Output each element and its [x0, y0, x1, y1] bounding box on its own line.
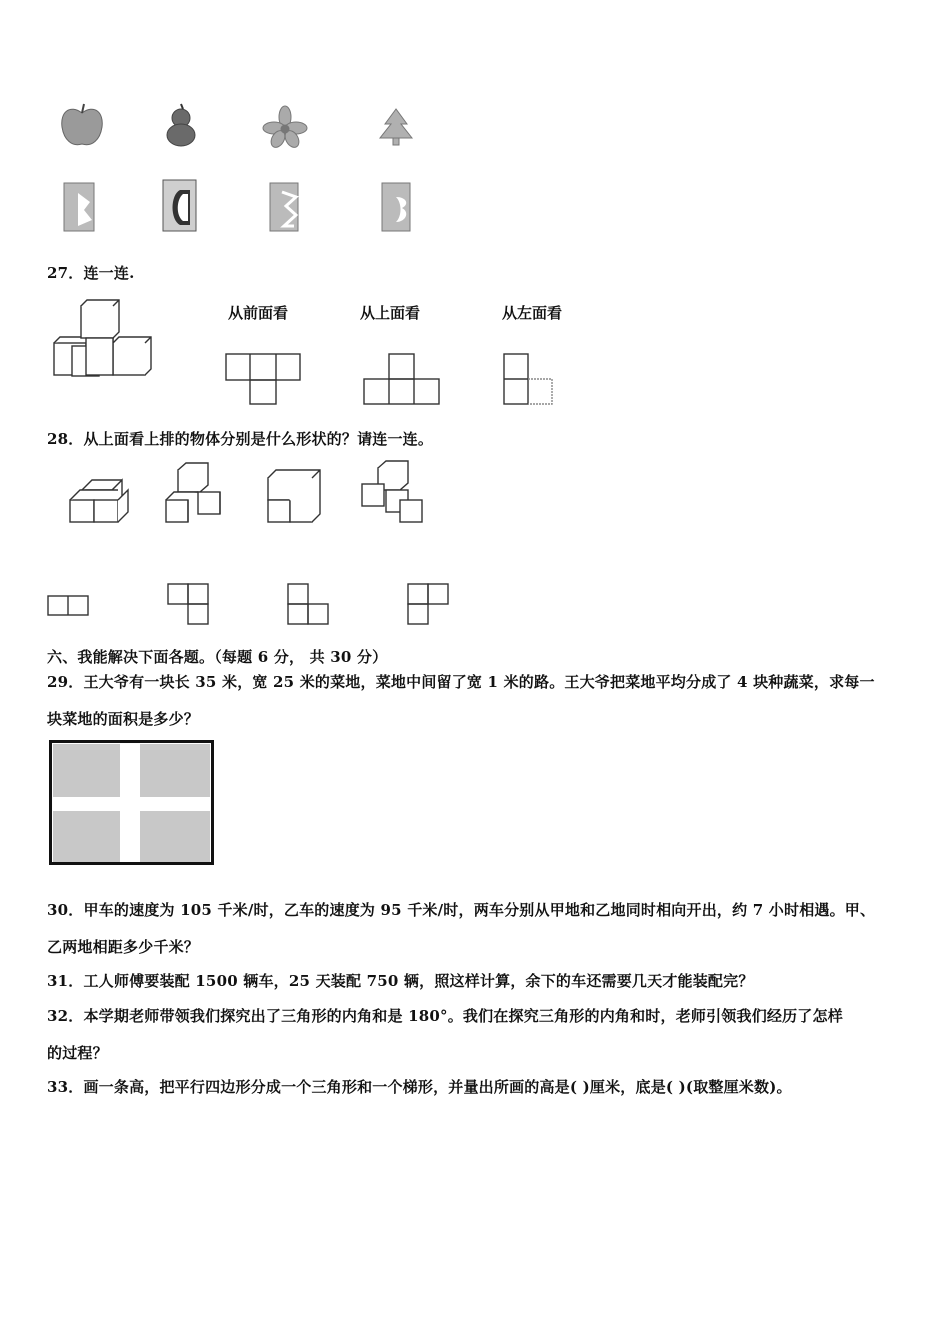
- question-31: 31．工人师傅要装配 1500 辆车，25 天装配 750 辆，照这样计算，余下的车还需要几天才能装配完？: [47, 972, 754, 990]
- left-view-figure: [502, 352, 557, 407]
- view-label-front: 从前面看: [228, 304, 289, 322]
- question-28: 28．从上面看上排的物体分别是什么形状的？请连一连。: [47, 430, 434, 448]
- cutout-card-1: [64, 183, 94, 231]
- plot-top-right: [140, 744, 210, 797]
- cube-stack-figure: [45, 296, 165, 381]
- question-29-line-1: 29．王大爷有一块长 35 米，宽 25 米的菜地，菜地中间留了宽 1 米的路。王大爷把菜地平均分成了 4 块种蔬菜，求每一: [47, 673, 875, 691]
- section-6-heading: 六、我能解决下面各题。（每题 6 分， 共 30 分）: [47, 648, 388, 666]
- top-views-row: [45, 580, 465, 630]
- question-27: 27．连一连.: [47, 264, 135, 282]
- cube-shapes-row: [60, 460, 440, 535]
- front-view-figure: [224, 352, 304, 407]
- question-29-line-2: 块菜地的面积是多少？: [47, 710, 200, 728]
- view-label-left: 从左面看: [502, 304, 563, 322]
- cutout-card-4: [382, 183, 410, 231]
- question-32-line-2: 的过程？: [47, 1044, 108, 1062]
- view-label-top: 从上面看: [360, 304, 421, 322]
- gourd-shape: [167, 104, 195, 146]
- question-30-line-1: 30．甲车的速度为 105 千米/时，乙车的速度为 95 千米/时，两车分别从甲地和乙地同时相向开出，约 7 小时相遇。甲、: [47, 901, 876, 919]
- top-view-figure: [362, 352, 442, 407]
- plot-bottom-left: [53, 811, 120, 862]
- plot-top-left: [53, 744, 120, 797]
- cutout-card-2: [163, 180, 196, 231]
- shapes-figure: [0, 0, 950, 250]
- question-32-line-1: 32．本学期老师带领我们探究出了三角形的内角和是 180°。我们在探究三角形的内角和时，老师引领我们经历了怎样: [47, 1007, 843, 1025]
- question-30-line-2: 乙两地相距多少千米？: [47, 938, 200, 956]
- vegetable-plot-diagram: [49, 740, 217, 868]
- flower-shape: [263, 106, 307, 150]
- apple-shape: [62, 104, 103, 145]
- question-33: 33．画一条高，把平行四边形分成一个三角形和一个梯形，并量出所画的高是( )厘米，底是( )(取整厘米数)。: [47, 1078, 792, 1096]
- tree-shape: [380, 109, 412, 145]
- plot-bottom-right: [140, 811, 210, 862]
- cutout-card-3: [270, 183, 298, 231]
